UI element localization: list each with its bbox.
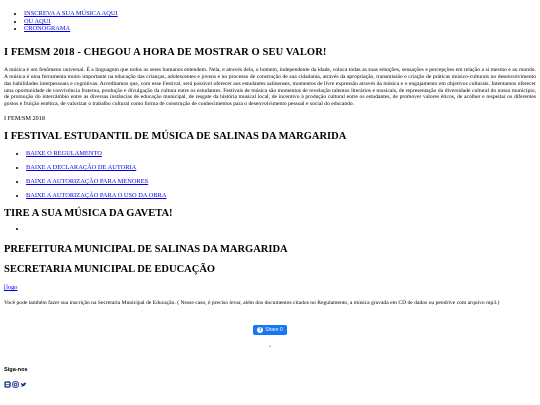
inscricao-paragraph: Você pode também fazer sua inscrição na Secretaria Municipal de Educação. ( Nesse caso, é preciso levar, além dos documentos citados no Regulamento, a música gravada em CD de dados ou pendrive com arquivo mp3.) [4,300,500,307]
nav-link-ou-aqui[interactable]: OU AQUI [24,17,51,25]
share-area [4,318,536,336]
nav-item-ou-aqui [24,18,536,26]
secretaria-title: SECRETARIA MUNICIPAL DE EDUCAÇÃO [4,264,216,276]
facebook-icon: f [257,327,263,333]
instagram-icon[interactable] [12,381,19,388]
follow-label: Siga-nos [4,367,28,374]
nav-link-cronograma[interactable]: CRONOGRAMA [24,25,71,33]
download-autorizacao-obra-link[interactable]: BAIXE A AUTORIZAÇÃO PARA O USO DA OBRA [26,192,167,200]
edition-label: I FEM/SM 2018 [4,115,45,123]
top-nav [4,10,536,33]
downloads-list [4,150,536,200]
facebook-share-button[interactable] [253,325,287,335]
intro-paragraph: A música é um fenômeno universal. É a linguagem que todos os seres humanos entendem. Nela, e através dela, o homem, independente da idade, coloca todas as suas emoções, sensações e percepções em relação a si mesmo e ao mundo. A música é uma ferramenta muito importante na educação das crianças, adolescentes e jovens e no processo de construção de sua cidadania, através da apropriação, transmissão e criação de práticas músico-culturais no desenvolvimento das habilidades interpessoais e cognitivas. Acreditamos que, com esse Festival, será possível oferecer aos estudantes salinenses, momentos de livre expressão através da música e o engajamento em objetivos culturais. Intentamos oferecer uma oportunidade de convivência fraterna, produção e divulgação da cultura entre os estudantes. Festivais de música são momentos de revelação talentos literários e musicais, de representação da diversidade cultural do nosso município, de promoção do intercâmbio entre as diversas instâncias de educação municipal, de resgate da história musical local, de incentivo à produção cultural entre os estudantes, de promover valores éticos, de acolher e respeitar os diferentes gostos e fruição estética, de valorizar o trabalho cultural como forma de construção de conhecimentos para o desenvolvimento pessoal e social do educando. [4,66,536,108]
nav-link-inscreva[interactable]: INSCREVA A SUA MÚSICA AQUI [24,10,118,17]
nav-item-cronograma [24,25,536,33]
download-item-regulamento [26,150,536,158]
prefeitura-title: PREFEITURA MUNICIPAL DE SALINAS DA MARGARIDA [4,244,288,256]
download-item-declaracao [26,164,536,172]
nav-item-inscreva [24,10,536,18]
logo-image-placeholder[interactable] [4,284,536,291]
gaveta-title: TIRE A SUA MÚSICA DA GAVETA! [4,208,173,220]
social-icons [4,381,536,388]
separator-dot: • [269,345,271,351]
download-declaracao-link[interactable]: BAIXE A DECLARAÇÃO DE AUTORIA [26,164,137,172]
twitter-icon[interactable] [20,381,27,388]
download-autorizacao-menores-link[interactable]: BAIXE A AUTORIZAÇÃO PARA MENORES [26,178,149,186]
download-item-autorizacao-menores [26,178,536,186]
download-regulamento-link[interactable]: BAIXE O REGULAMENTO [26,150,102,158]
empty-list-item [26,225,536,235]
download-item-autorizacao-obra [26,192,536,200]
empty-list [4,225,536,235]
page-title: I FEMSM 2018 - CHEGOU A HORA DE MOSTRAR O SEU VALOR! [4,46,327,58]
blogger-icon[interactable] [4,381,11,388]
festival-title: I FESTIVAL ESTUDANTIL DE MÚSICA DE SALINAS DA MARGARIDA [4,131,347,143]
share-label: Share 0 [265,327,283,334]
logo-link[interactable]: [logo [4,284,18,292]
